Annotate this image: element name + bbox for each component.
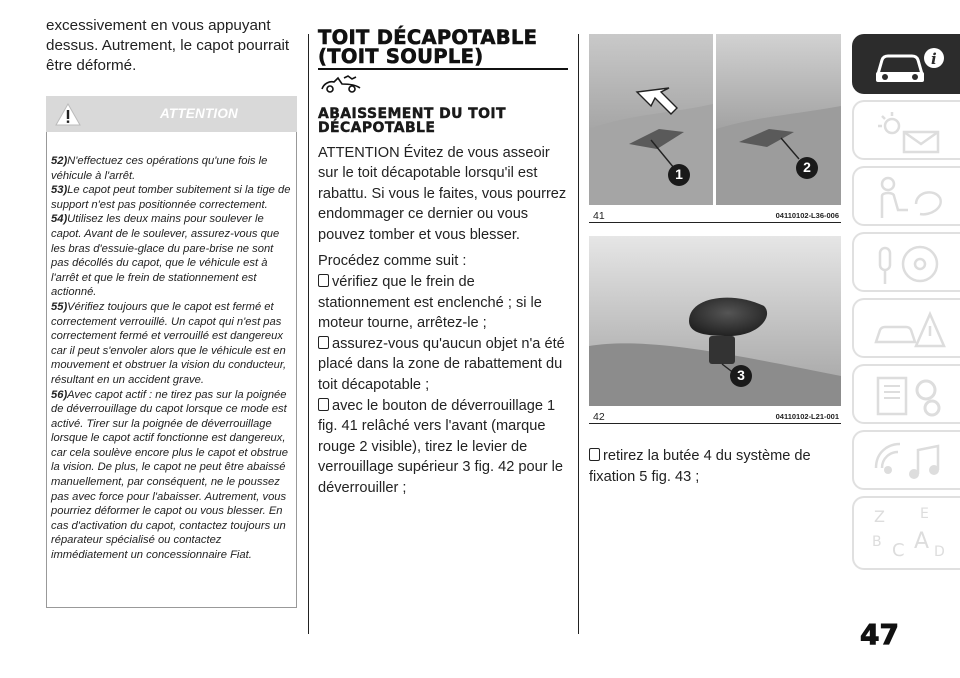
svg-text:A: A — [914, 529, 930, 554]
checkbox-bullet-icon — [318, 398, 329, 411]
procedure-step — [589, 446, 841, 487]
cabrio-car-icon — [318, 74, 366, 94]
figure-code: 04110102-L21-001 — [775, 412, 839, 421]
section-body — [318, 143, 568, 499]
key-steering-icon — [868, 240, 952, 288]
warning-item-number: 56) — [51, 388, 68, 401]
tab-warning-lights[interactable] — [852, 100, 960, 160]
callout-label: 2 — [803, 159, 811, 175]
column-divider — [308, 34, 309, 634]
car-info-icon — [868, 42, 952, 90]
warning-item-text: Utilisez les deux mains pour soulever le capot. Avant de le soulever, assurez-vous que les bras d'essuie-glace du pare-brise ne sont pas décollés du capot, que le véhicule est à l'arrêt et que le frein de stationnement est actionné. — [51, 213, 280, 299]
index-icon — [868, 504, 952, 566]
seat-safety-icon — [868, 174, 952, 222]
warning-item — [51, 388, 292, 563]
warning-item-number: 53) — [51, 184, 68, 197]
left-column — [46, 16, 296, 608]
warning-title: ATTENTION — [159, 106, 239, 121]
warning-item — [51, 300, 292, 388]
warning-item-text: Avec capot actif : ne tirez pas sur la poignée de déverrouillage du capot lorsque ce mode est activé. Tirer sur la poignée de déverrouillage lorsque le capot actif fonctionne est dangereux, car cela soulève encore plus le capot et obstrue la vision. De plus, le capot ne peut être abaissé manuellement, par conséquent, ne le poussez pas avec force pour l'abaisser. Autrement, vous pourriez déformer le capot ou vous blesser. En cas d'activation du capot, contactez toujours un réparateur spécialisé ou contactez immédiatement un concessionnaire Fiat. — [51, 388, 288, 562]
title-underline — [318, 68, 568, 70]
svg-text:C: C — [892, 540, 905, 561]
checkbox-bullet-icon — [318, 274, 329, 287]
callout-label: 1 — [675, 166, 683, 182]
middle-column — [318, 28, 568, 499]
warning-item-text: N'effectuez ces opérations qu'une fois le véhicule à l'arrêt. — [51, 155, 268, 182]
svg-text:D: D — [934, 544, 945, 560]
figure-caption — [589, 207, 841, 223]
figure-42 — [589, 236, 841, 424]
warning-item-text: Le capot peut tomber subitement si la tige de support n'est pas positionnée correctement. — [51, 184, 291, 211]
figure-number: 41 — [593, 210, 605, 222]
figure-code: 04110102-L36-006 — [775, 211, 839, 220]
breakdown-icon — [868, 306, 952, 354]
warning-item — [51, 154, 292, 183]
procedure-step — [318, 396, 568, 499]
warning-item — [51, 183, 292, 212]
svg-text:E: E — [920, 506, 929, 522]
tab-starting-driving[interactable] — [852, 232, 960, 292]
figure-41-image — [589, 34, 841, 205]
attention-paragraph: ATTENTION Évitez de vous asseoir sur le toit décapotable lorsqu'il est rabattu. Si vous le faites, vous pourrez endommager ce dernier ou vous pouvez tomber et vous blesser. — [318, 144, 567, 243]
tab-safety[interactable] — [852, 166, 960, 226]
tab-car-info[interactable] — [852, 34, 960, 94]
intro-paragraph: excessivement en vous appuyant dessus. Autrement, le capot pourrait être déformé. — [46, 17, 290, 74]
svg-text:B: B — [872, 534, 882, 550]
checkbox-bullet-icon — [318, 336, 329, 349]
tab-multimedia[interactable] — [852, 430, 960, 490]
multimedia-icon — [868, 438, 952, 486]
checkbox-bullet-icon — [589, 448, 600, 461]
maintenance-icon — [868, 372, 952, 420]
warning-item-number: 55) — [51, 300, 68, 313]
warning-item-text: Vérifiez toujours que le capot est fermé et correctement verrouillé. Un capot qui n'est pas correctement fermé et verrouillé est dangereux car il peut s'envoler alors que le véhicule est en mouvement et obstruer la vision du conducteur, résultant en un accident grave. — [51, 300, 287, 386]
tab-emergency[interactable] — [852, 298, 960, 358]
step-text: vérifiez que le frein de stationnement est enclenché ; si le moteur tourne, arrêtez-le ; — [318, 274, 542, 332]
page-number: 47 — [860, 618, 899, 651]
svg-text:Z: Z — [874, 507, 885, 526]
tab-maintenance[interactable] — [852, 364, 960, 424]
figure-41 — [589, 34, 841, 223]
svg-text:i: i — [931, 50, 937, 68]
section-title: TOIT DÉCAPOTABLE (TOIT SOUPLE) — [318, 26, 538, 68]
procedure-step — [318, 272, 568, 334]
step-text: avec le bouton de déverrouillage 1 fig. 41 relâché vers l'avant (marque rouge 2 visible), tirez le levier de verrouillage supérieur 3 fig. 42 pour le déverrouiller ; — [318, 397, 563, 496]
step-text: assurez-vous qu'aucun objet n'a été placé dans la zone de rabattement du toit décapotable ; — [318, 335, 565, 394]
callout-label: 3 — [737, 367, 745, 383]
subsection-title: ABAISSEMENT DU TOIT DÉCAPOTABLE — [318, 105, 506, 136]
warning-box — [46, 132, 297, 608]
procedure-step — [318, 334, 568, 396]
warning-item — [51, 212, 292, 300]
figure-caption — [589, 408, 841, 424]
procedure-intro: Procédez comme suit : — [318, 253, 467, 270]
warning-item-number: 52) — [51, 155, 68, 167]
figure-number: 42 — [593, 411, 605, 423]
step-text: retirez la butée 4 du système de fixation 5 fig. 43 ; — [589, 448, 811, 485]
warning-lights-icon — [868, 108, 952, 156]
tab-index[interactable] — [852, 496, 960, 570]
column-divider — [578, 34, 579, 634]
warning-item-number: 54) — [51, 213, 68, 226]
warning-header — [46, 96, 297, 132]
figure-42-image — [589, 236, 841, 406]
